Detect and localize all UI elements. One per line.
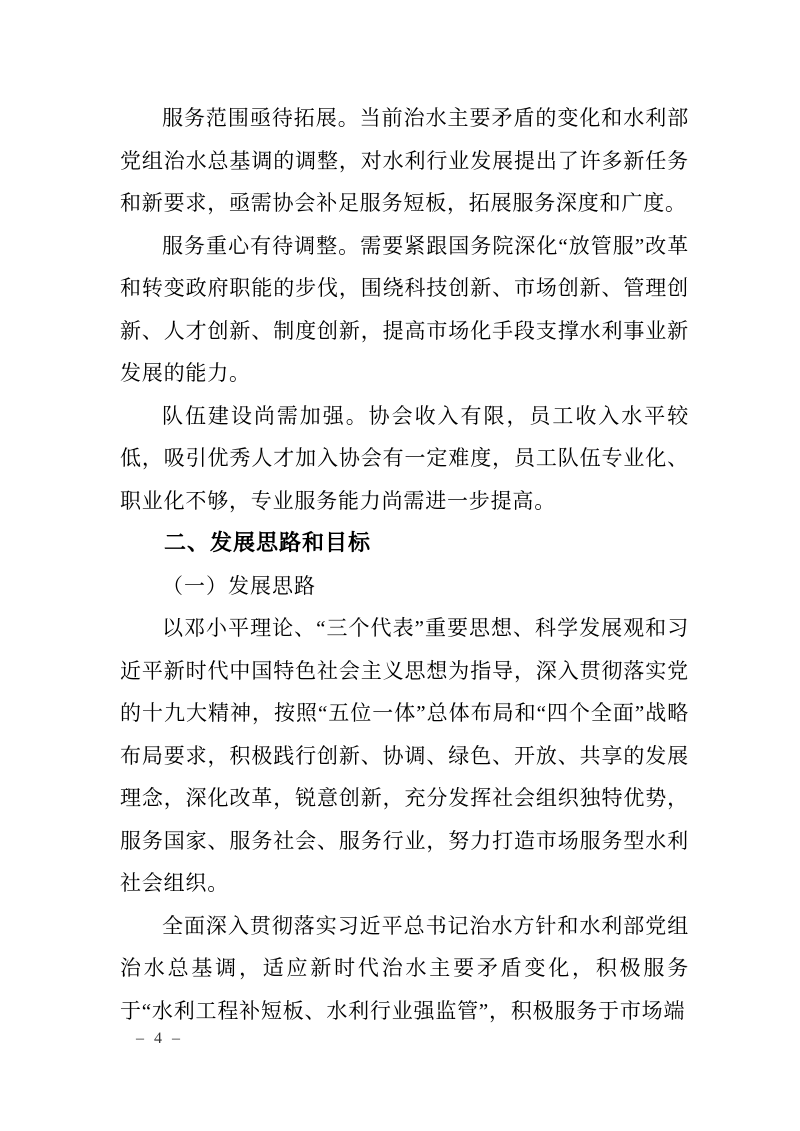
body-paragraph: 以邓小平理论、“三个代表”重要思想、科学发展观和习近平新时代中国特色社会主义思想为指导，深入贯彻落实党的十九大精神，按照“五位一体”总体布局和“四个全面”战略布局要求，积极践行创新、协调、绿色、开放、共享的发展理念，深化改革，锐意创新，充分发挥社会组织独特优势，服务国家、服务社会、服务行业，努力打造市场服务型水利社会组织。	[120, 616, 689, 895]
page-number: – 4 –	[136, 1030, 183, 1047]
body-paragraph: 全面深入贯彻落实习近平总书记治水方针和水利部党组治水总基调，适应新时代治水主要矛盾变化，积极服务于“水利工程补短板、水利行业强监管”，积极服务于市场端	[120, 913, 689, 1023]
section-heading: 二、发展思路和目标	[164, 530, 372, 555]
body-paragraph: 服务范围亟待拓展。当前治水主要矛盾的变化和水利部党组治水总基调的调整，对水利行业发展提出了许多新任务和新要求，亟需协会补足服务短板，拓展服务深度和广度。	[120, 106, 689, 215]
subsection-heading: （一）发展思路	[162, 573, 316, 598]
document-body	[120, 97, 689, 1032]
body-paragraph: 服务重心有待调整。需要紧跟国务院深化“放管服”改革和转变政府职能的步伐，围绕科技创新、市场创新、管理创新、人才创新、制度创新，提高市场化手段支撑水利事业新发展的能力。	[120, 233, 689, 385]
body-paragraph: 队伍建设尚需加强。协会收入有限，员工收入水平较低，吸引优秀人才加入协会有一定难度，员工队伍专业化、职业化不够，专业服务能力尚需进一步提高。	[120, 403, 689, 513]
